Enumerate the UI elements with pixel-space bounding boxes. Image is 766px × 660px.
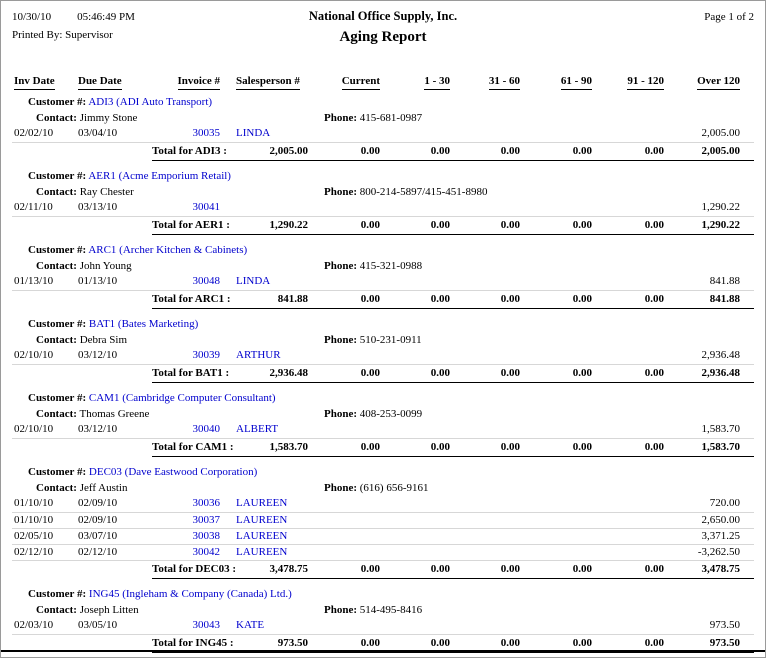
amount-current <box>322 422 394 438</box>
invoice-row <box>12 274 754 290</box>
invoice-number-link[interactable]: 30038 <box>192 529 220 542</box>
col-salesperson: Salesperson # <box>236 75 300 90</box>
invoice-date: 02/11/10 <box>12 200 76 216</box>
total-amount: 841.88 <box>277 292 308 305</box>
amount-over_120: 2,650.00 <box>678 512 754 528</box>
amount-b31_60 <box>464 274 534 290</box>
total-b61_90: 0.00 <box>534 290 606 308</box>
phone-number: 408-253-0099 <box>359 407 423 420</box>
total-label: Total for ADI3 : <box>152 144 227 157</box>
contact-name: Debra Sim <box>79 333 128 346</box>
amount-b31_60 <box>464 126 534 142</box>
total-b1_30: 0.00 <box>394 290 464 308</box>
total-label: Total for ARC1 : <box>152 292 231 305</box>
customer-section-row <box>12 390 754 406</box>
amount-current <box>322 528 394 544</box>
total-b1_30: 0.00 <box>394 142 464 160</box>
customer-code-link[interactable]: ARC1 (Archer Kitchen & Cabinets) <box>88 243 248 256</box>
due-date: 01/13/10 <box>76 274 152 290</box>
salesperson-link[interactable]: LINDA <box>236 275 271 288</box>
invoice-date: 01/10/10 <box>12 496 76 512</box>
total-label: Total for CAM1 : <box>152 440 234 453</box>
invoice-number-link[interactable]: 30037 <box>192 513 220 526</box>
customer-number-label: Customer #: <box>28 95 87 108</box>
phone-label: Phone: <box>324 481 357 494</box>
aging-report-page <box>1 1 765 660</box>
customer-total-row <box>12 560 754 578</box>
amount-b31_60 <box>464 618 534 634</box>
total-amount: 2,005.00 <box>269 144 308 157</box>
amount-b31_60 <box>464 422 534 438</box>
salesperson-link[interactable]: ARTHUR <box>236 349 281 362</box>
total-b91_120: 0.00 <box>606 142 678 160</box>
contact-row <box>12 110 754 126</box>
customer-section-row <box>12 94 754 110</box>
amount-b61_90 <box>534 618 606 634</box>
printed-by: Printed By: Supervisor <box>12 29 113 41</box>
phone-label: Phone: <box>324 603 357 616</box>
col-1-30: 1 - 30 <box>424 75 450 90</box>
amount-over_120: 2,936.48 <box>678 348 754 364</box>
due-date: 03/04/10 <box>76 126 152 142</box>
salesperson-link[interactable]: LAUREEN <box>236 513 288 526</box>
due-date: 02/09/10 <box>76 512 152 528</box>
col-over-120: Over 120 <box>697 75 740 90</box>
customer-total-row <box>12 290 754 308</box>
total-b31_60: 0.00 <box>464 634 534 652</box>
contact-row <box>12 332 754 348</box>
customer-code-link[interactable]: AER1 (Acme Emporium Retail) <box>88 169 231 182</box>
total-over_120: 1,290.22 <box>678 216 754 234</box>
total-amount: 2,936.48 <box>269 366 308 379</box>
total-b61_90: 0.00 <box>534 216 606 234</box>
phone-number: 514-495-8416 <box>359 603 423 616</box>
invoice-row <box>12 126 754 142</box>
amount-b61_90 <box>534 274 606 290</box>
customer-code-link[interactable]: ADI3 (ADI Auto Transport) <box>88 95 213 108</box>
invoice-row <box>12 200 754 216</box>
amount-b31_60 <box>464 512 534 528</box>
amount-over_120: 973.50 <box>678 618 754 634</box>
customer-number-label: Customer #: <box>28 243 87 256</box>
invoice-date: 02/02/10 <box>12 126 76 142</box>
section-gap <box>12 308 754 316</box>
phone-label: Phone: <box>324 259 357 272</box>
invoice-row <box>12 422 754 438</box>
salesperson-link[interactable]: LAUREEN <box>236 545 288 558</box>
total-b31_60: 0.00 <box>464 142 534 160</box>
customer-number-label: Customer #: <box>28 587 87 600</box>
amount-over_120: 1,583.70 <box>678 422 754 438</box>
amount-over_120: 720.00 <box>678 496 754 512</box>
total-amount: 1,583.70 <box>269 440 308 453</box>
amount-current <box>322 126 394 142</box>
amount-b1_30 <box>394 126 464 142</box>
phone-number: 800-214-5897/415-451-8980 <box>359 185 488 198</box>
section-gap <box>12 456 754 464</box>
column-header-row <box>12 75 754 94</box>
contact-name: Jimmy Stone <box>79 111 138 124</box>
phone-number: 415-681-0987 <box>359 111 423 124</box>
amount-current <box>322 496 394 512</box>
col-current: Current <box>342 75 380 90</box>
amount-b91_120 <box>606 618 678 634</box>
invoice-number-link[interactable]: 30040 <box>192 423 220 436</box>
amount-b1_30 <box>394 348 464 364</box>
amount-over_120: -3,262.50 <box>678 544 754 560</box>
due-date: 03/12/10 <box>76 422 152 438</box>
customer-section-row <box>12 242 754 258</box>
company-name: National Office Supply, Inc. <box>308 9 458 23</box>
contact-label: Contact: <box>36 259 77 272</box>
total-b31_60: 0.00 <box>464 364 534 382</box>
amount-b61_90 <box>534 544 606 560</box>
due-date: 03/05/10 <box>76 618 152 634</box>
total-amount: 3,478.75 <box>269 562 308 575</box>
col-91-120: 91 - 120 <box>627 75 664 90</box>
phone-number: 510-231-0911 <box>359 333 422 346</box>
contact-row <box>12 184 754 200</box>
due-date: 02/12/10 <box>76 544 152 560</box>
total-b91_120: 0.00 <box>606 634 678 652</box>
total-label: Total for ING45 : <box>152 636 234 649</box>
section-gap <box>12 652 754 660</box>
phone-label: Phone: <box>324 185 357 198</box>
amount-b91_120 <box>606 200 678 216</box>
invoice-number-link[interactable]: 30043 <box>192 619 220 632</box>
total-b61_90: 0.00 <box>534 560 606 578</box>
total-b31_60: 0.00 <box>464 216 534 234</box>
total-label: Total for AER1 : <box>152 218 230 231</box>
contact-row <box>12 406 754 422</box>
amount-b91_120 <box>606 274 678 290</box>
invoice-row <box>12 512 754 528</box>
customer-total-row <box>12 216 754 234</box>
phone-label: Phone: <box>324 333 357 346</box>
customer-section-row <box>12 586 754 602</box>
customer-code-link[interactable]: CAM1 (Cambridge Computer Consultant) <box>88 391 276 404</box>
total-label: Total for DEC03 : <box>152 562 237 575</box>
total-over_120: 1,583.70 <box>678 438 754 456</box>
amount-b61_90 <box>534 422 606 438</box>
amount-current <box>322 274 394 290</box>
invoice-date: 02/10/10 <box>12 422 76 438</box>
invoice-date: 02/03/10 <box>12 618 76 634</box>
amount-current <box>322 348 394 364</box>
customer-number-label: Customer #: <box>28 465 87 478</box>
amount-b31_60 <box>464 348 534 364</box>
col-61-90: 61 - 90 <box>561 75 592 90</box>
invoice-number-link[interactable]: 30035 <box>192 127 220 140</box>
amount-b31_60 <box>464 200 534 216</box>
salesperson-link[interactable]: LINDA <box>236 127 271 140</box>
total-b31_60: 0.00 <box>464 438 534 456</box>
invoice-row <box>12 348 754 364</box>
amount-b61_90 <box>534 512 606 528</box>
print-time: 05:46:49 PM <box>77 11 135 23</box>
contact-label: Contact: <box>36 603 77 616</box>
amount-b1_30 <box>394 528 464 544</box>
customer-number-label: Customer #: <box>28 317 87 330</box>
amount-b31_60 <box>464 544 534 560</box>
phone-number: (616) 656-9161 <box>359 481 429 494</box>
amount-current <box>322 512 394 528</box>
customer-total-row <box>12 142 754 160</box>
section-gap <box>12 160 754 168</box>
amount-b1_30 <box>394 544 464 560</box>
contact-name: Thomas Greene <box>79 407 150 420</box>
customer-number-label: Customer #: <box>28 169 87 182</box>
total-current: 0.00 <box>322 560 394 578</box>
due-date: 03/13/10 <box>76 200 152 216</box>
salesperson-link[interactable]: ALBERT <box>236 423 279 436</box>
contact-name: John Young <box>79 259 132 272</box>
contact-label: Contact: <box>36 111 77 124</box>
customer-section-row <box>12 464 754 480</box>
total-label: Total for BAT1 : <box>152 366 230 379</box>
total-b31_60: 0.00 <box>464 290 534 308</box>
col-invoice: Invoice # <box>178 75 220 90</box>
amount-b91_120 <box>606 348 678 364</box>
amount-b91_120 <box>606 126 678 142</box>
amount-over_120: 841.88 <box>678 274 754 290</box>
amount-b1_30 <box>394 496 464 512</box>
total-current: 0.00 <box>322 438 394 456</box>
aging-table <box>12 75 754 660</box>
due-date: 03/07/10 <box>76 528 152 544</box>
section-gap <box>12 382 754 390</box>
total-current: 0.00 <box>322 364 394 382</box>
contact-row <box>12 480 754 496</box>
amount-over_120: 3,371.25 <box>678 528 754 544</box>
total-b1_30: 0.00 <box>394 438 464 456</box>
customer-total-row <box>12 438 754 456</box>
phone-label: Phone: <box>324 111 357 124</box>
page-number: Page 1 of 2 <box>704 11 754 23</box>
amount-b91_120 <box>606 528 678 544</box>
amount-b61_90 <box>534 200 606 216</box>
total-b91_120: 0.00 <box>606 216 678 234</box>
amount-current <box>322 200 394 216</box>
phone-label: Phone: <box>324 407 357 420</box>
contact-label: Contact: <box>36 407 77 420</box>
amount-b31_60 <box>464 528 534 544</box>
total-b91_120: 0.00 <box>606 438 678 456</box>
report-footer-rule <box>1 650 765 652</box>
report-body <box>12 94 754 660</box>
total-b1_30: 0.00 <box>394 364 464 382</box>
total-b61_90: 0.00 <box>534 364 606 382</box>
report-title: Aging Report <box>339 29 427 45</box>
total-current: 0.00 <box>322 290 394 308</box>
total-over_120: 973.50 <box>678 634 754 652</box>
invoice-row <box>12 528 754 544</box>
total-current: 0.00 <box>322 142 394 160</box>
due-date: 03/12/10 <box>76 348 152 364</box>
salesperson-link[interactable]: LAUREEN <box>236 497 288 510</box>
amount-b1_30 <box>394 618 464 634</box>
print-date: 10/30/10 <box>12 11 52 23</box>
customer-section-row <box>12 168 754 184</box>
invoice-row <box>12 496 754 512</box>
section-gap <box>12 234 754 242</box>
amount-b1_30 <box>394 512 464 528</box>
total-b61_90: 0.00 <box>534 438 606 456</box>
total-over_120: 841.88 <box>678 290 754 308</box>
amount-b91_120 <box>606 544 678 560</box>
invoice-number-link[interactable]: 30039 <box>192 349 220 362</box>
invoice-date: 02/10/10 <box>12 348 76 364</box>
amount-current <box>322 618 394 634</box>
invoice-number-link[interactable]: 30048 <box>192 275 220 288</box>
total-b1_30: 0.00 <box>394 560 464 578</box>
amount-b61_90 <box>534 126 606 142</box>
amount-b61_90 <box>534 528 606 544</box>
total-b91_120: 0.00 <box>606 290 678 308</box>
total-current: 0.00 <box>322 634 394 652</box>
amount-b1_30 <box>394 200 464 216</box>
invoice-date: 01/10/10 <box>12 512 76 528</box>
total-b91_120: 0.00 <box>606 560 678 578</box>
total-b61_90: 0.00 <box>534 634 606 652</box>
contact-label: Contact: <box>36 481 77 494</box>
amount-current <box>322 544 394 560</box>
section-gap <box>12 578 754 586</box>
invoice-number-link[interactable]: 30042 <box>192 545 220 558</box>
contact-name: Ray Chester <box>79 185 134 198</box>
amount-b61_90 <box>534 496 606 512</box>
amount-b31_60 <box>464 496 534 512</box>
col-31-60: 31 - 60 <box>489 75 520 90</box>
contact-label: Contact: <box>36 185 77 198</box>
contact-label: Contact: <box>36 333 77 346</box>
total-over_120: 2,005.00 <box>678 142 754 160</box>
phone-number: 415-321-0988 <box>359 259 423 272</box>
amount-over_120: 2,005.00 <box>678 126 754 142</box>
total-b1_30: 0.00 <box>394 634 464 652</box>
col-inv-date: Inv Date <box>14 75 55 90</box>
invoice-row <box>12 544 754 560</box>
invoice-date: 02/05/10 <box>12 528 76 544</box>
total-b1_30: 0.00 <box>394 216 464 234</box>
total-over_120: 3,478.75 <box>678 560 754 578</box>
amount-over_120: 1,290.22 <box>678 200 754 216</box>
col-due-date: Due Date <box>78 75 122 90</box>
amount-b91_120 <box>606 422 678 438</box>
amount-b61_90 <box>534 348 606 364</box>
contact-row <box>12 258 754 274</box>
contact-row <box>12 602 754 618</box>
invoice-number-link[interactable]: 30036 <box>192 497 220 510</box>
invoice-row <box>12 618 754 634</box>
total-over_120: 2,936.48 <box>678 364 754 382</box>
salesperson-link[interactable]: KATE <box>236 619 265 632</box>
customer-code-link[interactable]: BAT1 (Bates Marketing) <box>88 317 199 330</box>
report-header <box>12 9 754 55</box>
amount-b91_120 <box>606 496 678 512</box>
invoice-number-link[interactable]: 30041 <box>192 201 220 214</box>
total-b91_120: 0.00 <box>606 364 678 382</box>
due-date: 02/09/10 <box>76 496 152 512</box>
total-b61_90: 0.00 <box>534 142 606 160</box>
amount-b1_30 <box>394 274 464 290</box>
total-b31_60: 0.00 <box>464 560 534 578</box>
total-current: 0.00 <box>322 216 394 234</box>
customer-code-link[interactable]: DEC03 (Dave Eastwood Corporation) <box>88 465 258 478</box>
contact-name: Jeff Austin <box>79 481 128 494</box>
invoice-date: 01/13/10 <box>12 274 76 290</box>
invoice-date: 02/12/10 <box>12 544 76 560</box>
customer-section-row <box>12 316 754 332</box>
total-amount: 1,290.22 <box>269 218 308 231</box>
customer-code-link[interactable]: ING45 (Ingleham & Company (Canada) Ltd.) <box>88 587 292 600</box>
salesperson-link[interactable]: LAUREEN <box>236 529 288 542</box>
contact-name: Joseph Litten <box>79 603 139 616</box>
amount-b1_30 <box>394 422 464 438</box>
amount-b91_120 <box>606 512 678 528</box>
customer-total-row <box>12 364 754 382</box>
customer-number-label: Customer #: <box>28 391 87 404</box>
total-amount: 973.50 <box>277 636 308 649</box>
